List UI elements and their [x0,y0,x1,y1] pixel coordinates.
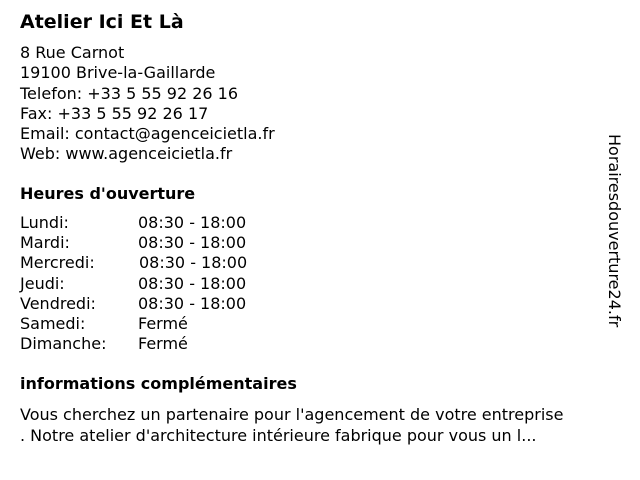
opening-hours-heading: Heures d'ouverture [20,184,196,203]
day-label: Lundi: [20,213,69,232]
opening-hours-list [20,213,320,354]
time-value: Fermé [138,313,188,333]
business-name: Atelier Ici Et Là [20,11,184,33]
phone-number: Telefon: +33 5 55 92 26 16 [20,83,239,103]
hours-row-sunday [20,334,320,354]
email-address: Email: contact@agenceicietla.fr [20,124,275,144]
website: Web: www.agenceicietla.fr [20,144,233,164]
address-city: 19100 Brive-la-Gaillarde [20,63,216,83]
day-label: Vendredi: [20,293,96,313]
description-line: . Notre atelier d'architecture intérieure fabrique pour vous un l... [20,426,537,445]
additional-info-heading: informations complémentaires [20,374,297,393]
time-value: 08:30 - 18:00 [139,253,248,273]
day-label: Jeudi: [20,273,65,293]
hours-row-wednesday [20,253,320,273]
description-text [20,404,620,446]
hours-row-saturday [20,314,320,334]
day-label: Samedi: [20,313,86,333]
time-value: 08:30 - 18:00 [138,273,247,293]
time-value: 08:30 - 18:00 [138,213,247,232]
fax-number: Fax: +33 5 55 92 26 17 [20,103,209,123]
hours-row-tuesday [20,233,320,253]
hours-row-monday [20,213,320,233]
day-label: Mardi: [20,233,70,253]
hours-row-thursday [20,274,320,294]
contact-block [20,43,275,165]
time-value: Fermé [138,334,188,354]
site-watermark: Horairesdouverture24.fr [605,134,624,328]
day-label: Mercredi: [20,253,95,273]
time-value: 08:30 - 18:00 [138,293,247,313]
description-line: Vous cherchez un partenaire pour l'agencement de votre entreprise [20,405,564,424]
hours-row-friday [20,294,320,314]
time-value: 08:30 - 18:00 [138,233,247,253]
day-label: Dimanche: [20,334,107,354]
address-street: 8 Rue Carnot [20,43,125,62]
